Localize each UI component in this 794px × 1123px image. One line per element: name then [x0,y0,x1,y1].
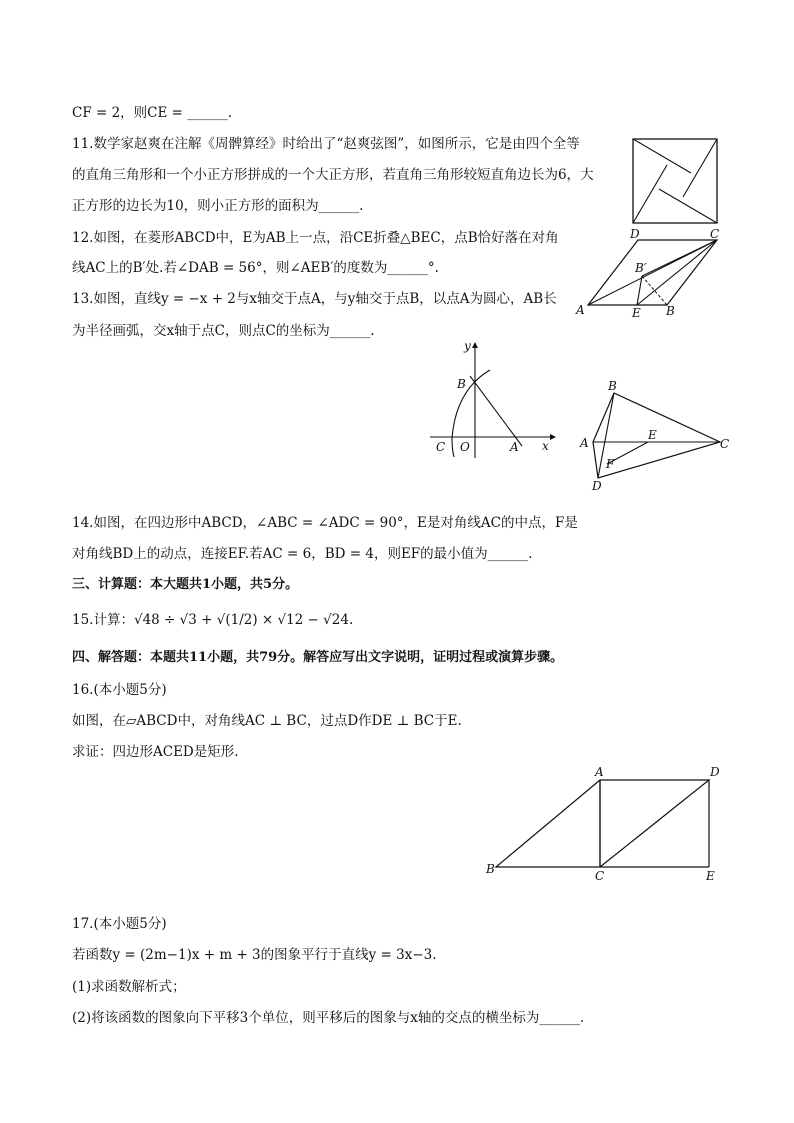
quad-label-a: A [580,436,589,450]
rhombus-label-e: E [632,306,641,320]
quad-label-d: D [592,479,602,493]
coord-label-a: A [510,440,519,454]
q17-line3: (2)将该函数的图象向下平移3个单位，则平移后的图象与x轴的交点的横坐标为______. [72,1010,585,1026]
rhombus-label-b: B [666,304,675,318]
q17-line1: 若函数y = (2m−1)x + m + 3的图象平行于直线y = 3x−3. [72,947,437,963]
coord-label-y: y [464,339,471,353]
rhombus-figure [574,226,724,320]
q11-line3: 正方形的边长为10，则小正方形的面积为______. [72,198,364,214]
rect-label-d: D [710,765,720,779]
section-4-heading: 四、解答题：本题共11小题，共79分。解答应写出文字说明，证明过程或演算步骤。 [72,650,564,665]
q11-line1: 11.数学家赵爽在注解《周髀算经》时给出了“赵爽弦图”，如图所示，它是由四个全等 [72,136,580,152]
rect-label-e: E [706,869,715,883]
q13-line1: 13.如图，直线y = −x + 2与x轴交于点A，与y轴交于点B，以点A为圆心，AB长 [72,291,557,307]
q17-line2: (1)求函数解析式； [72,979,186,995]
q16-header: 16.(本小题5分) [72,682,167,698]
q16-line2: 求证：四边形ACED是矩形. [72,744,239,760]
q13-line2: 为半径画弧，交x轴于点C，则点C的坐标为______. [72,323,375,339]
rect-label-b: B [486,862,495,876]
parallelogram-figure [484,764,728,884]
coord-label-o: O [460,440,470,454]
quadrilateral-figure [578,378,734,494]
coord-label-b: B [457,377,466,391]
zhaoshuang-figure [630,136,720,226]
q11-line2: 的直角三角形和一个小正方形拼成的一个大正方形，若直角三角形较短直角边长为6，大 [72,167,594,183]
q14-line1: 14.如图，在四边形中ABCD，∠ABC = ∠ADC = 90°，E是对角线AC的中点，F是 [72,515,578,531]
q15-line: 15.计算：√48 ÷ √3 + √(1/2) × √12 − √24. [72,612,354,628]
coord-label-x: x [542,439,549,453]
quad-label-b: B [608,379,617,393]
rhombus-label-c: C [710,227,720,241]
rhombus-label-d: D [630,227,640,241]
section-3-heading: 三、计算题：本大题共1小题，共5分。 [72,577,299,592]
q12-line2: 线AC上的B′处.若∠DAB = 56°，则∠AEB′的度数为______°. [72,260,439,276]
q12-line1: 12.如图，在菱形ABCD中，E为AB上一点，沿CE折叠△BEC，点B恰好落在对角 [72,230,559,246]
q10-tail: CF = 2，则CE = ______. [72,105,233,121]
coord-label-c: C [436,440,446,454]
rhombus-label-bprime: B′ [635,261,647,275]
rhombus-label-a: A [576,303,585,317]
rect-label-a: A [595,765,604,779]
rect-label-c: C [595,869,605,883]
quad-label-e: E [648,428,657,442]
q14-line2: 对角线BD上的动点，连接EF.若AC = 6，BD = 4，则EF的最小值为______. [72,546,533,562]
coordinate-figure [424,338,558,463]
q17-header: 17.(本小题5分) [72,916,167,932]
quad-label-c: C [720,437,730,451]
q16-line1: 如图，在▱ABCD中，对角线AC ⊥ BC，过点D作DE ⊥ BC于E. [72,713,462,729]
quad-label-f: F [606,457,615,471]
